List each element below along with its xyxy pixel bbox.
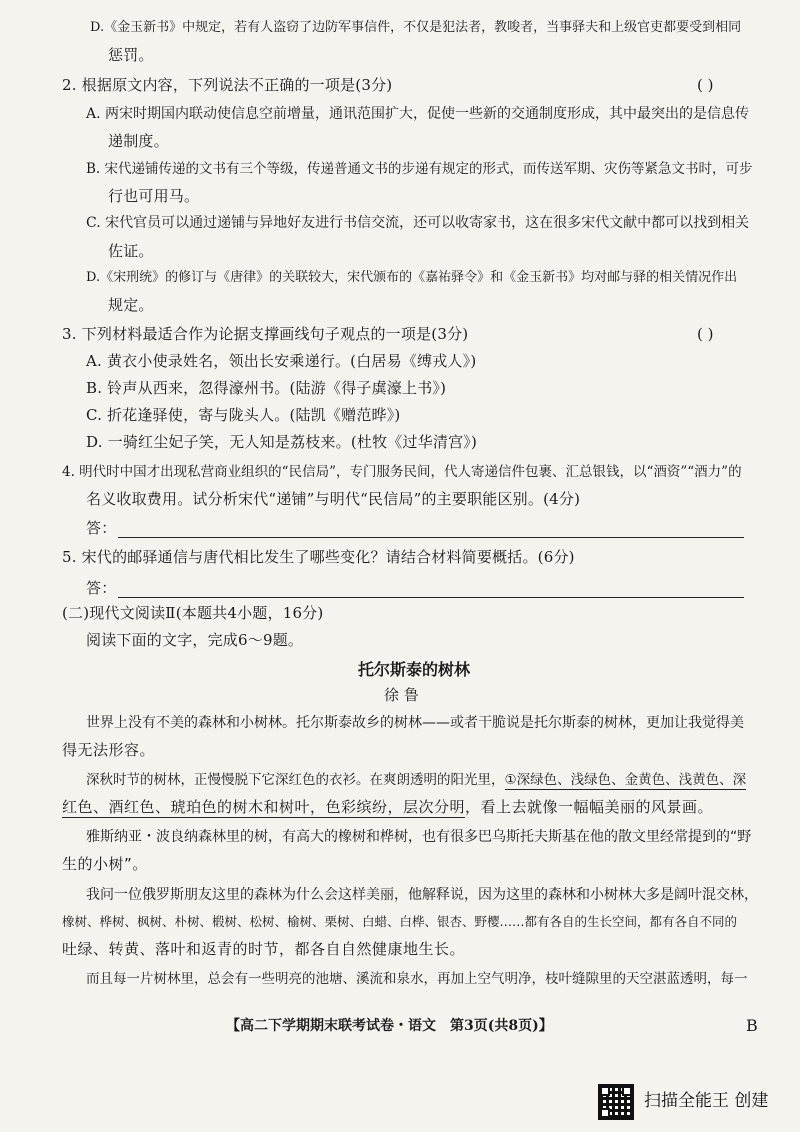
qr-finder-top-right [622,1086,632,1096]
q3-option-c: C. 折花逢驿使，寄与陇头人。(陆凯《赠范晔》) [86,406,401,424]
q2-option-d-line1: D.《宋刑统》的修订与《唐律》的关联较大，宋代颁布的《嘉祐驿令》和《金玉新书》均对邮与驿的相关情况作出 [86,270,738,285]
q2-option-c-line1: C. 宋代官员可以通过递铺与异地好友进行书信交流，还可以收寄家书，这在很多宋代文献中都可以找到相关 [86,215,750,231]
q3-option-b: B. 铃声从西来，忽得濠州书。(陆游《得子虡濠上书》) [86,379,447,397]
article-p4-line2: 橡树、桦树、枫树、朴树、椴树、松树、榆树、栗树、白蜡、白桦、银杏、野樱……都有各自的生长空间，都有各自不同的 [62,914,738,929]
q2-answer-bracket[interactable]: ( ) [697,76,714,94]
q5-answer-label: 答： [86,579,117,597]
article-p2-line1-text: 深秋时节的树林，正慢慢脱下它深红色的衣衫。在爽朗透明的阳光里， [86,772,505,788]
q2-option-b-line1: B. 宋代递铺传递的文书有三个等级，传递普通文书的步递有规定的形式，而传送军期、灾伤等紧急文书时，可步 [86,161,753,177]
article-p4-line1: 我问一位俄罗斯朋友这里的森林为什么会这样美丽，他解释说，因为这里的森林和小树林大多是阔叶混交林， [86,887,758,903]
q5-answer-line[interactable] [118,597,744,598]
version-mark: B [746,1016,758,1035]
q3-stem: 3. 下列材料最适合作为论据支撑画线句子观点的一项是(3分) [62,325,469,343]
q1-option-d-line1: D.《金玉新书》中规定，若有人盗窃了边防军事信件，不仅是犯法者，教唆者，当事驿夫和上级官吏都要受到相同 [90,20,742,35]
article-p1-line2: 得无法形容。 [62,741,156,759]
q1-option-d-line2: 惩罚。 [108,46,154,64]
q2-option-d-line2: 规定。 [108,296,154,314]
q4-stem-line1: 4. 明代时中国才出现私营商业组织的“民信局”，专门服务民间，代人寄递信件包裹、汇总银钱，以“酒资”“酒力”的 [62,464,742,480]
q5-stem: 5. 宋代的邮驿通信与唐代相比发生了哪些变化？请结合材料简要概括。(6分) [62,548,575,566]
section2-instruction: 阅读下面的文字，完成6～9题。 [86,631,304,649]
q4-answer-label: 答： [86,519,117,537]
q3-answer-bracket[interactable]: ( ) [697,325,714,343]
q3-option-d: D. 一骑红尘妃子笑，无人知是荔枝来。(杜牧《过华清宫》) [86,433,478,451]
article-author: 徐 鲁 [384,686,419,704]
page-footer: 【高二下学期期末联考试卷・语文 第3页(共8页)】 [226,1018,553,1034]
article-p3-line1: 雅斯纳亚・波良纳森林里的树，有高大的橡树和桦树，也有很多巴乌斯托夫斯基在他的散文里经常提到的“野 [86,829,752,845]
q3-option-a: A. 黄衣小使录姓名，领出长安乘递行。(白居易《缚戎人》) [86,352,477,370]
q2-stem: 2. 根据原文内容，下列说法不正确的一项是(3分) [62,76,393,94]
underlined-sentence-part2: 红色、酒红色、琥珀色的树木和树叶，色彩缤纷，层次分明 [62,798,466,816]
article-p3-line2: 生的小树”。 [62,855,148,873]
article-p2-line1 [86,770,746,790]
article-p1-line1: 世界上没有不美的森林和小树林。托尔斯泰故乡的树林——或者干脆说是托尔斯泰的树林，更加让我觉得美 [86,715,744,731]
qr-finder-top-left [600,1086,610,1096]
article-p5-line1: 而且每一片树林里，总会有一些明亮的池塘、溪流和泉水，再加上空气明净，枝叶缝隙里的天空湛蓝透明，每一 [86,971,748,987]
section2-heading: (二)现代文阅读Ⅱ(本题共4小题，16分) [62,604,324,622]
article-p4-line3: 吐绿、转黄、落叶和返青的时节，都各自自然健康地生长。 [62,940,466,958]
article-p2-line2 [62,797,713,817]
article-title: 托尔斯泰的树林 [358,660,471,679]
article-p2-line2-text: ，看上去就像一幅幅美丽的风景画。 [465,798,714,816]
q4-stem-line2: 名义收取费用。试分析宋代“递铺”与明代“民信局”的主要职能区别。(4分) [86,490,581,508]
qr-code-icon [598,1084,634,1120]
underlined-sentence-part1: ①深绿色、浅绿色、金黄色、浅黄色、深 [504,772,747,788]
q2-option-a-line1: A. 两宋时期国内联动使信息空前增量，通讯范围扩大，促使一些新的交通制度形成，其中最突出的是信息传 [86,106,750,122]
q2-option-a-line2: 递制度。 [108,132,169,150]
qr-finder-bottom-left [600,1108,610,1118]
q4-answer-line[interactable] [118,537,744,538]
q2-option-c-line2: 佐证。 [108,242,154,260]
scanner-watermark: 扫描全能王 创建 [644,1091,769,1111]
q2-option-b-line2: 行也可用马。 [108,187,200,205]
